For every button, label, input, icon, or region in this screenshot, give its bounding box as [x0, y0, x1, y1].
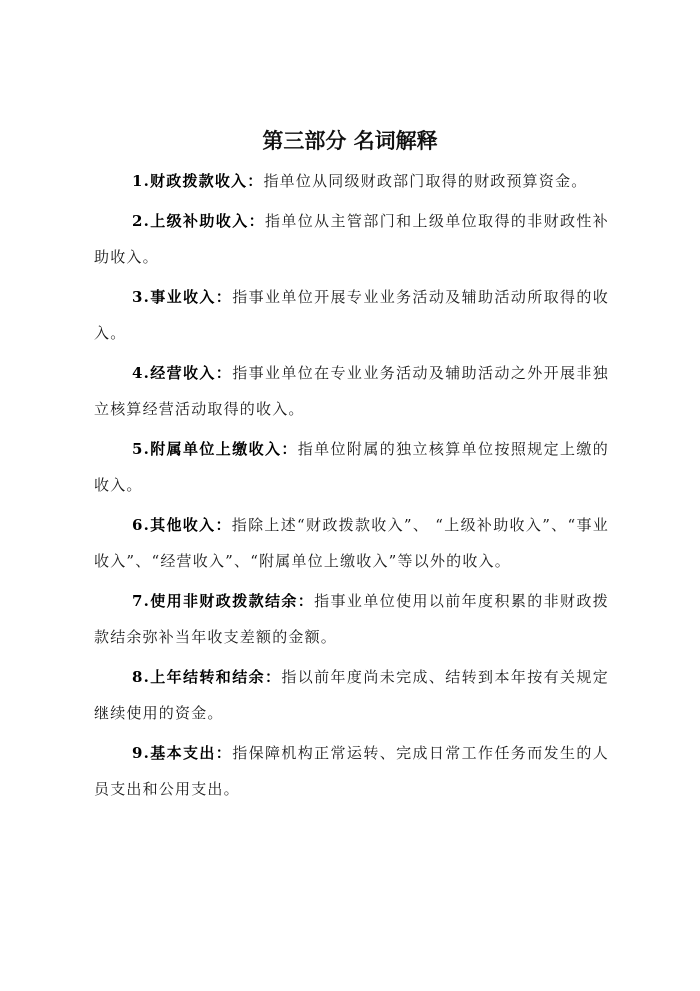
glossary-entry-3	[94, 279, 609, 351]
glossary-definition: 指以前年度尚未完成、结转到本年按有关规定继续使用的资金。	[94, 668, 609, 722]
glossary-entry-8	[94, 659, 609, 731]
glossary-entry-6	[94, 507, 609, 579]
glossary-entry-1	[94, 163, 609, 199]
page-title: 第三部分 名词解释	[262, 128, 438, 153]
glossary-entry-5	[94, 431, 609, 503]
glossary-term: 6.其他收入：	[132, 516, 232, 534]
glossary-term: 9.基本支出：	[132, 744, 233, 762]
glossary-entry-9	[94, 735, 609, 807]
glossary-definition: 指单位从主管部门和上级单位取得的非财政性补助收入。	[94, 212, 609, 266]
glossary-entry-4	[94, 355, 609, 427]
glossary-term: 4.经营收入：	[132, 364, 233, 382]
glossary-list	[94, 163, 609, 811]
glossary-entry-7	[94, 583, 609, 655]
glossary-entry-2	[94, 203, 609, 275]
glossary-definition: 指事业单位开展专业业务活动及辅助活动所取得的收入。	[94, 288, 609, 342]
glossary-term: 7.使用非财政拨款结余：	[132, 592, 315, 610]
glossary-term: 8.上年结转和结余：	[132, 668, 282, 686]
glossary-term: 3.事业收入：	[132, 288, 233, 306]
glossary-definition: 指保障机构正常运转、完成日常工作任务而发生的人员支出和公用支出。	[94, 744, 609, 798]
glossary-definition: 指事业单位使用以前年度积累的非财政拨款结余弥补当年收支差额的金额。	[94, 592, 609, 646]
glossary-term: 2.上级补助收入：	[132, 212, 265, 230]
glossary-definition: 指除上述“财政拨款收入”、 “上级补助收入”、“事业收入”、“经营收入”、“附属单位上缴收入”等以外的收入。	[94, 516, 610, 570]
glossary-term: 5.附属单位上缴收入：	[132, 440, 298, 458]
glossary-definition: 指事业单位在专业业务活动及辅助活动之外开展非独立核算经营活动取得的收入。	[94, 364, 609, 418]
glossary-term: 1.财政拨款收入：	[132, 172, 264, 190]
glossary-definition: 指单位附属的独立核算单位按照规定上缴的收入。	[94, 440, 609, 494]
glossary-definition: 指单位从同级财政部门取得的财政预算资金。	[263, 172, 588, 190]
